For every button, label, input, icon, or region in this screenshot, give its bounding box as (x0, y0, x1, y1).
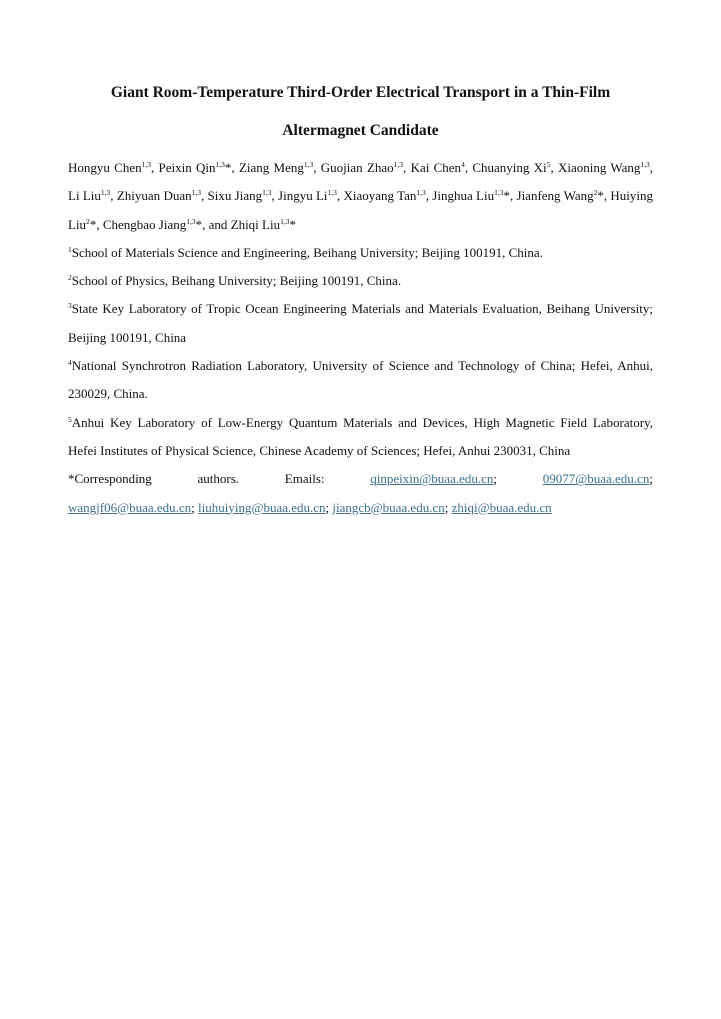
author (558, 160, 650, 175)
author-name: Chuanying Xi (472, 160, 547, 175)
author-name: Ziang Meng (238, 160, 304, 175)
affiliation (68, 239, 653, 267)
author-separator: , (271, 188, 279, 204)
author-affiliation-marks: 2 (593, 188, 598, 198)
corresponding-star: * (597, 188, 604, 204)
author-name: Sixu Jiang (207, 188, 263, 204)
author (68, 160, 151, 175)
author-affiliation-marks: 4 (461, 160, 465, 169)
author (432, 188, 510, 203)
author-affiliation-marks: 1,3 (141, 160, 151, 169)
author-affiliation-marks: 1,3 (280, 216, 290, 226)
corresponding-star: * (195, 216, 203, 232)
author-affiliation-marks: 1,3 (303, 160, 314, 169)
author (517, 188, 604, 203)
email-link[interactable]: liuhuiying@buaa.edu.cn (198, 499, 326, 515)
affiliation-number: 2 (68, 273, 72, 283)
author (278, 188, 337, 203)
emails-label: Emails: (284, 471, 325, 487)
author-separator: , (231, 160, 239, 175)
corresponding-word: authors. (197, 471, 240, 487)
author-name: Peixin Qin (158, 160, 216, 175)
author-affiliation-marks: 1,3 (494, 188, 504, 198)
author-affiliation-marks: 1,3 (327, 188, 337, 198)
affiliation-number: 5 (68, 414, 72, 424)
affiliation (68, 352, 653, 409)
author (472, 160, 550, 175)
author-name: Jingyu Li (278, 188, 328, 204)
author (343, 188, 425, 203)
author-separator: , (110, 188, 117, 204)
author-name: Li Liu (68, 188, 101, 204)
paper-title: Giant Room-Temperature Third-Order Electrical Transport in a Thin-Film Altermagnet Candidate (110, 84, 611, 139)
author (103, 217, 202, 232)
email-link[interactable]: qinpeixin@buaa.edu.cn (370, 471, 494, 487)
email-link[interactable]: 09077@buaa.edu.cn (542, 471, 650, 487)
author (321, 160, 403, 175)
author-affiliation-marks: 1,3 (186, 216, 196, 226)
author-affiliation-marks: 1,3 (416, 188, 426, 198)
author-name: Guojian Zhao (320, 160, 394, 175)
corresponding-label: *Corresponding (68, 471, 152, 487)
author-name: Huiying Liu (68, 188, 654, 232)
email-item: 09077@buaa.edu.cn; (542, 471, 653, 487)
corresponding-line-1 (68, 465, 653, 493)
author-list (68, 154, 653, 239)
author (411, 160, 465, 175)
author-affiliation-marks: 2 (86, 216, 90, 226)
author-affiliation-marks: 1,3 (100, 188, 111, 198)
author-separator: , (313, 160, 321, 175)
author (208, 188, 272, 203)
corresponding-star: * (503, 188, 510, 204)
affiliation-text: School of Materials Science and Engineering, Beihang University; Beijing 100191, China. (71, 244, 543, 260)
corresponding-star: * (89, 216, 97, 232)
author-affiliation-marks: 1,3 (215, 160, 225, 169)
email-link[interactable]: zhiqi@buaa.edu.cn (451, 499, 552, 515)
email-link[interactable]: wangjf06@buaa.edu.cn (68, 499, 192, 515)
author (68, 188, 110, 203)
author-separator: , (550, 160, 558, 175)
author-separator: , (649, 160, 654, 175)
author-separator: , (603, 188, 611, 204)
author-separator: , (336, 188, 344, 204)
author-name: Jinghua Liu (432, 188, 495, 204)
author-name: Chengbao Jiang (102, 216, 187, 232)
author-separator: , (464, 160, 473, 175)
affiliation-list (68, 239, 653, 465)
affiliation-number: 1 (68, 244, 72, 254)
author (117, 188, 201, 203)
author-separator: , (150, 160, 159, 175)
affiliation (68, 267, 653, 295)
author-name: Kai Chen (410, 160, 462, 175)
author-separator: , and (202, 216, 231, 232)
affiliation (68, 295, 653, 352)
author-separator: , (509, 188, 517, 204)
author-separator: , (200, 188, 208, 204)
email-item: qinpeixin@buaa.edu.cn; (370, 471, 498, 487)
affiliation-text: Anhui Key Laboratory of Low-Energy Quantum Materials and Devices, High Magnetic Field Laboratory, Hefei Institutes of Physical Science, Chinese Academy of Sciences; Hefei, Anhui 230031, China (68, 414, 653, 458)
email-link[interactable]: jiangcb@buaa.edu.cn (332, 499, 445, 515)
corresponding-star: * (289, 216, 296, 232)
author (159, 160, 232, 175)
author-separator: , (96, 216, 103, 232)
author-separator: , (403, 160, 411, 175)
author-name: Jianfeng Wang (516, 188, 594, 204)
paper-front-matter (68, 154, 653, 522)
corresponding-star: * (224, 160, 232, 175)
author-separator: , (425, 188, 433, 204)
author-affiliation-marks: 5 (546, 160, 551, 169)
author-name: Hongyu Chen (68, 160, 142, 175)
author-affiliation-marks: 1,3 (191, 188, 201, 198)
affiliation-number: 3 (68, 301, 72, 311)
author-affiliation-marks: 1,3 (262, 188, 272, 198)
affiliation-text: State Key Laboratory of Tropic Ocean Engineering Materials and Materials Evaluation, Beihang University; Beijing 100191, China (68, 301, 653, 345)
corresponding-authors (68, 465, 653, 522)
author-name: Xiaoyang Tan (343, 188, 417, 204)
affiliation-text: School of Physics, Beihang University; Beijing 100191, China. (71, 273, 402, 289)
author-name: Xiaoning Wang (557, 160, 641, 175)
author-affiliation-marks: 1,3 (393, 160, 404, 169)
affiliation-number: 4 (68, 358, 72, 368)
author-name: Zhiyuan Duan (116, 188, 192, 204)
affiliation (68, 409, 653, 466)
author-affiliation-marks: 1,3 (640, 160, 650, 169)
author (231, 217, 296, 232)
author-name: Zhiqi Liu (230, 216, 281, 232)
corresponding-line-2: wangjf06@buaa.edu.cn; liuhuiying@buaa.edu.cn; jiangcb@buaa.edu.cn; zhiqi@buaa.edu.cn (68, 499, 552, 515)
affiliation-text: National Synchrotron Radiation Laboratory, University of Science and Technology of China; Hefei, Anhui, 230029, China. (68, 358, 653, 402)
author (239, 160, 313, 175)
